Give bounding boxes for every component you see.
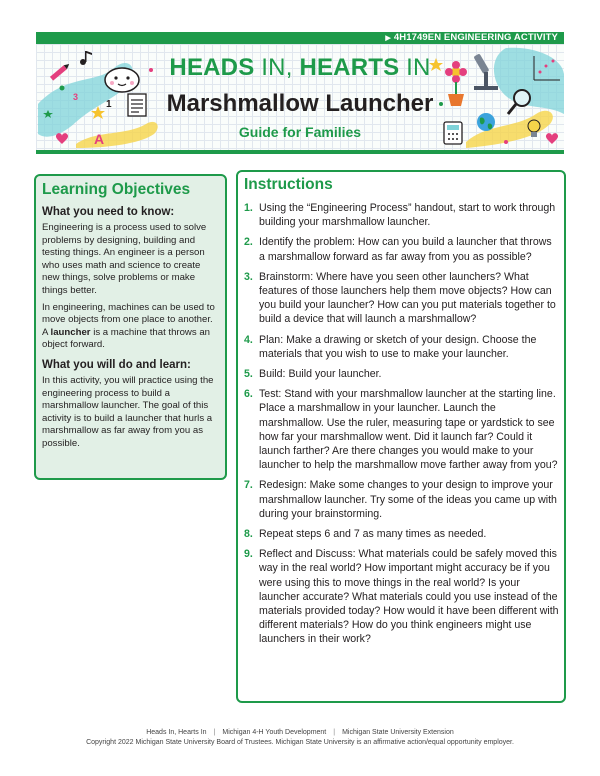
learning-objectives-box xyxy=(34,174,227,480)
launcher-text-after: is a machine that throws an object forward. xyxy=(42,326,210,351)
step-text: Plan: Make a drawing or sketch of your design. Choose the materials that you wish to use to make your launcher. xyxy=(259,333,537,360)
need-to-know-heading: What you need to know: xyxy=(42,206,175,218)
step-number: 2. xyxy=(244,236,253,249)
do-and-learn-heading: What you will do and learn: xyxy=(42,358,191,371)
step-number: 4. xyxy=(244,333,253,346)
footer-org: Michigan State University Extension xyxy=(342,729,454,736)
step-number: 8. xyxy=(244,528,253,541)
step-number: 3. xyxy=(244,270,253,283)
page-title: Marshmallow Launcher xyxy=(166,90,434,117)
title-block xyxy=(36,44,564,150)
instructions-title: Instructions xyxy=(244,176,333,193)
instruction-step xyxy=(244,478,560,521)
step-number: 5. xyxy=(244,368,253,381)
instructions-list xyxy=(244,201,560,647)
step-text: Using the “Engineering Process” handout, start to work through building your marshmallow launcher. xyxy=(259,202,556,229)
instruction-step xyxy=(244,235,560,263)
do-and-learn-paragraph: In this activity, you will practice using the engineering process to build a marshmallow launcher. The goal of this activity is to build a launcher that hurls a marshmallow as far away from you as possible. xyxy=(42,374,214,449)
page-subtitle: Guide for Families xyxy=(238,124,362,140)
instruction-step xyxy=(244,270,560,327)
step-text: Brainstorm: Where have you seen other launchers? What features of those launchers help them move objects? How can you build your launcher? How can you put materials together to build a device that will launch a marshmallow? xyxy=(259,270,556,326)
footer-series: Heads In, Hearts In xyxy=(146,729,207,736)
activity-tag-label: 4H1749EN ENGINEERING ACTIVITY xyxy=(393,32,558,43)
activity-tag xyxy=(36,32,564,44)
series-hearts: HEARTS xyxy=(299,54,400,81)
instruction-step xyxy=(244,547,560,646)
instruction-step xyxy=(244,333,560,361)
step-text: Test: Stand with your marshmallow launcher at the starting line. Place a marshmallow in your launcher. Launch the marshmallow. Use the ruler, measuring tape or yardstick to see how far your marshmallow went. Did it launch far? Could it launch farther? Are there changes you would make to your launcher to help the marshmallow move farther away from you? xyxy=(259,388,558,472)
banner-divider xyxy=(36,150,564,154)
step-text: Repeat steps 6 and 7 as many times as needed. xyxy=(259,528,487,541)
header-banner xyxy=(36,44,564,150)
step-text: Reflect and Discuss: What materials could be safely moved this way in the real world? How important might accuracy be if you were using this to move things in the real world? Is your launcher accurate? What materials could you use instead of the materials provided today? How would it have been different with different materials? How do you think engineers might use launchers in their work? xyxy=(259,548,559,646)
footer-copyright: Copyright 2022 Michigan State University Board of Trustees. Michigan State University is an affirmative action/equal opportunity employer. xyxy=(86,739,514,746)
instructions-box xyxy=(236,170,566,703)
footer-separator: | xyxy=(213,729,216,736)
letter-a-glyph: A xyxy=(94,131,105,147)
step-number: 9. xyxy=(244,548,253,561)
launcher-term: launcher xyxy=(50,326,91,338)
instruction-step xyxy=(244,201,560,229)
step-number: 6. xyxy=(244,388,253,401)
instruction-step xyxy=(244,387,560,472)
series-title xyxy=(36,54,564,82)
triangle-icon: ▶ xyxy=(385,35,391,42)
need-to-know-paragraph-2 xyxy=(42,302,218,352)
learning-objectives-title: Learning Objectives xyxy=(42,181,191,198)
launcher-text-before: In engineering, machines can be used to move objects from one place to another. A xyxy=(42,301,215,338)
step-text: Identify the problem: How can you build a launcher that throws a marshmallow forward as far away from you as possible? xyxy=(259,236,552,263)
need-to-know-paragraph-1: Engineering is a process used to solve problems by designing, building and testing things. An engineer is a person who uses math and science to create new things, solve problems or make things better. xyxy=(42,222,207,296)
series-in-2: IN xyxy=(399,54,431,81)
step-number: 7. xyxy=(244,479,253,492)
number-3-glyph: 3 xyxy=(73,92,79,102)
instruction-step xyxy=(244,527,560,541)
number-1-glyph: 1 xyxy=(106,99,112,110)
step-text: Build: Build your launcher. xyxy=(259,368,382,381)
series-in-1: IN, xyxy=(254,54,300,81)
step-text: Redesign: Make some changes to your design to improve your marshmallow launcher. Try some of the ideas you came up with during your brainstorming. xyxy=(259,479,557,520)
step-number: 1. xyxy=(244,202,253,214)
instruction-step xyxy=(244,367,560,381)
footer-credits xyxy=(0,728,600,738)
series-heads: HEADS xyxy=(169,54,255,81)
footer-separator: | xyxy=(333,729,336,736)
page-footer xyxy=(0,728,600,748)
footer-program: Michigan 4-H Youth Development xyxy=(222,729,327,736)
